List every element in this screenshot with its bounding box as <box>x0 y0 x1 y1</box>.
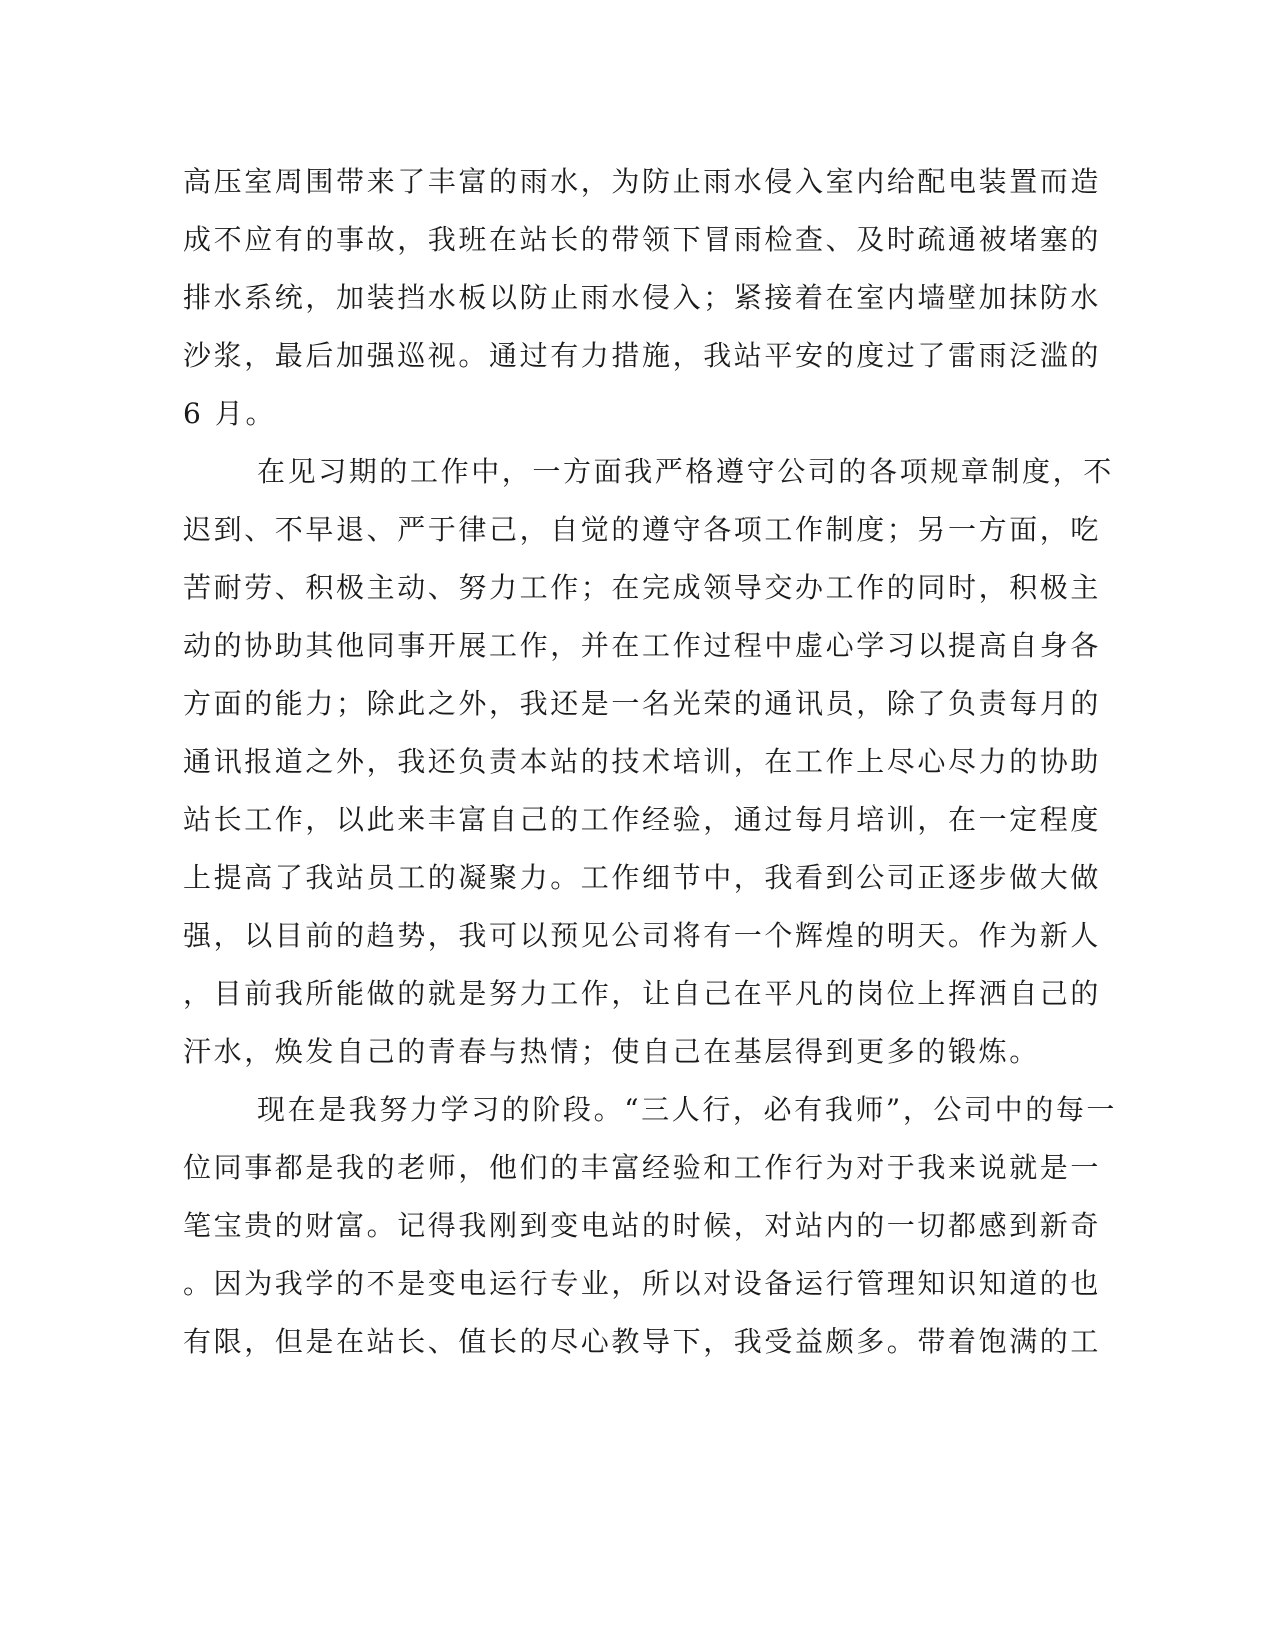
text-line: 位同事都是我的老师，他们的丰富经验和工作行为对于我来说就是一 <box>183 1151 1102 1184</box>
text-line: 成不应有的事故，我班在站长的带领下冒雨检查、及时疏通被堵塞的 <box>183 223 1102 256</box>
text-line: 站长工作，以此来丰富自己的工作经验，通过每月培训，在一定程度 <box>183 803 1102 836</box>
text-line: 排水系统，加装挡水板以防止雨水侵入；紧接着在室内墙壁加抹防水 <box>183 281 1102 314</box>
text-line: 。因为我学的不是变电运行专业，所以对设备运行管理知识知道的也 <box>183 1267 1102 1300</box>
text-line: 有限，但是在站长、值长的尽心教导下，我受益颇多。带着饱满的工 <box>183 1325 1102 1358</box>
text-line: 6 月。 <box>183 397 277 430</box>
text-line: 强，以目前的趋势，我可以预见公司将有一个辉煌的明天。作为新人 <box>183 919 1102 952</box>
paragraph-first-line: 现在是我努力学习的阶段。“三人行，必有我师”，公司中的每一 <box>257 1093 1118 1126</box>
text-line: 沙浆，最后加强巡视。通过有力措施，我站平安的度过了雷雨泛滥的 <box>183 339 1102 372</box>
paragraph-first-line: 在见习期的工作中，一方面我严格遵守公司的各项规章制度，不 <box>257 455 1114 488</box>
text-line: 动的协助其他同事开展工作，并在工作过程中虚心学习以提高自身各 <box>183 629 1102 662</box>
text-line: 通讯报道之外，我还负责本站的技术培训，在工作上尽心尽力的协助 <box>183 745 1102 778</box>
text-line: 汗水，焕发自己的青春与热情；使自己在基层得到更多的锻炼。 <box>183 1035 1040 1068</box>
text-line: 方面的能力；除此之外，我还是一名光荣的通讯员，除了负责每月的 <box>183 687 1102 720</box>
text-line: 苦耐劳、积极主动、努力工作；在完成领导交办工作的同时，积极主 <box>183 571 1102 604</box>
text-line: 笔宝贵的财富。记得我刚到变电站的时候，对站内的一切都感到新奇 <box>183 1209 1102 1242</box>
text-line: 迟到、不早退、严于律己，自觉的遵守各项工作制度；另一方面，吃 <box>183 513 1102 546</box>
text-line: 高压室周围带来了丰富的雨水，为防止雨水侵入室内给配电装置而造 <box>183 165 1102 198</box>
text-line: 上提高了我站员工的凝聚力。工作细节中，我看到公司正逐步做大做 <box>183 861 1102 894</box>
text-line: ，目前我所能做的就是努力工作，让自己在平凡的岗位上挥洒自己的 <box>183 977 1102 1010</box>
